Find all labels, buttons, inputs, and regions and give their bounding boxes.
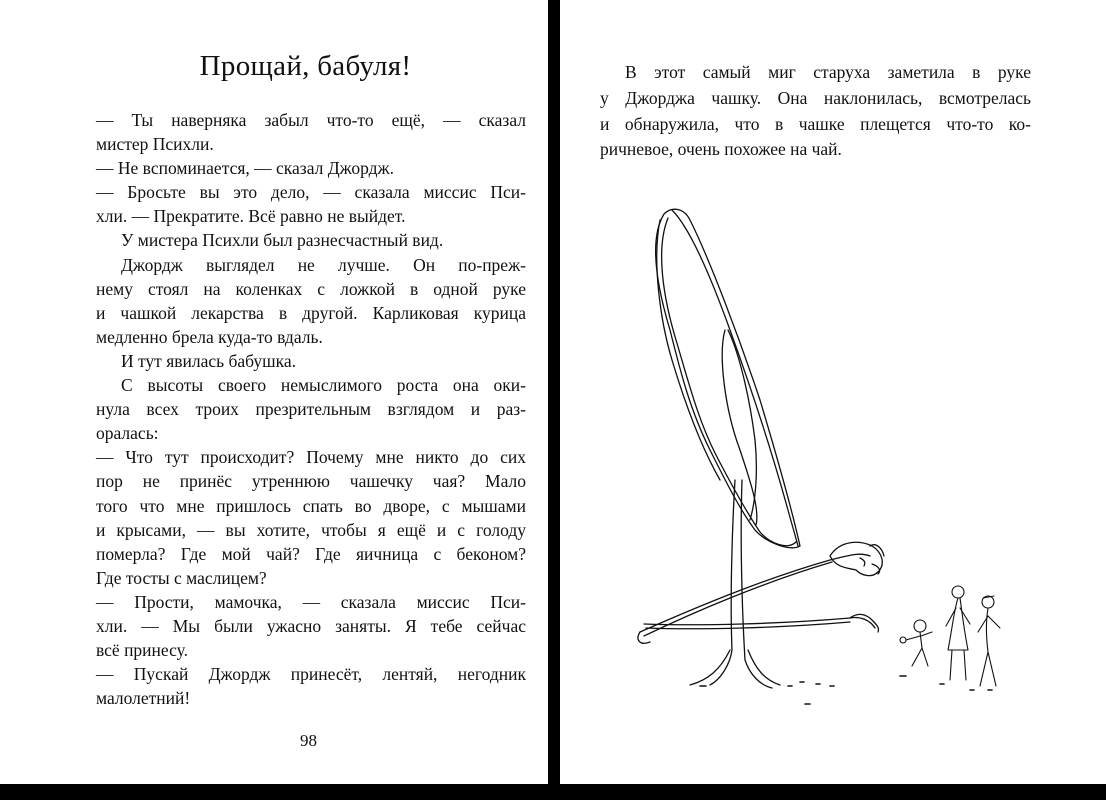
book-gutter [548, 0, 560, 800]
text-line: нула всех троих презрительным взглядом и раз- [96, 399, 526, 420]
grandma-illustration [560, 180, 1106, 720]
text-line: У мистера Психли был разнесчастный вид. [121, 230, 444, 251]
ground-marks [700, 676, 992, 704]
text-line: мистер Психли. [96, 134, 214, 155]
text-line: и крысами, — вы хотите, чтобы я ещё и с голоду [96, 519, 526, 540]
text-line: оралась: [96, 423, 159, 444]
bottom-edge [0, 784, 1106, 800]
text-line: — Не вспоминается, — сказал Джордж. [96, 158, 394, 179]
text-line: и обнаружила, что в чашке плещется что-то ко- [600, 113, 1031, 134]
family-figures [900, 586, 1000, 686]
text-line: — Прости, мамочка, — сказала миссис Пси- [96, 591, 526, 612]
text-line: — Ты наверняка забыл что-то ещё, — сказал [96, 110, 526, 130]
text-line: всё принесу. [96, 640, 189, 661]
left-page-body-text [96, 108, 526, 710]
text-line: того что мне пришлось спать во дворе, с мышами [96, 495, 526, 516]
text-line: Джордж выглядел не лучше. Он по-преж- [121, 254, 526, 275]
text-line: хли. — Прекратите. Всё равно не выйдет. [96, 206, 406, 227]
text-line: И тут явилась бабушка. [121, 350, 297, 371]
text-line: В этот самый миг старуха заметила в руке [625, 62, 1031, 82]
left-page [0, 0, 548, 784]
text-line: медленно брела куда-то вдаль. [96, 326, 323, 347]
text-line: — Бросьте вы это дело, — сказала миссис Пси- [96, 182, 526, 203]
page-number: 98 [300, 731, 317, 750]
text-line: и чашкой лекарства в другой. Карликовая курица [96, 302, 526, 323]
text-line: у Джорджа чашку. Она наклонилась, всмотрелась [600, 87, 1031, 108]
text-line: нему стоял на коленках с ложкой в одной руке [96, 278, 526, 299]
text-line: пор не принёс утреннюю чашечку чая? Мало [96, 471, 526, 492]
text-line: хли. — Мы были ужасно заняты. Я тебе сейчас [96, 615, 526, 636]
text-line: С высоты своего немыслимого роста она оки- [121, 375, 526, 396]
right-page-body-text [600, 60, 1031, 163]
text-line: померла? Где мой чай? Где яичница с беконом? [96, 543, 526, 564]
chapter-title: Прощай, бабуля! [199, 50, 412, 82]
right-page [560, 0, 1106, 784]
text-line: малолетний! [96, 688, 191, 709]
text-line: Где тосты с маслицем? [96, 567, 267, 588]
text-line: — Пускай Джордж принесёт, лентяй, негодник [96, 664, 526, 685]
text-line: ричневое, очень похожее на чай. [600, 139, 842, 160]
text-line: — Что тут происходит? Почему мне никто до сих [96, 447, 526, 468]
grandma-figure [638, 209, 884, 688]
